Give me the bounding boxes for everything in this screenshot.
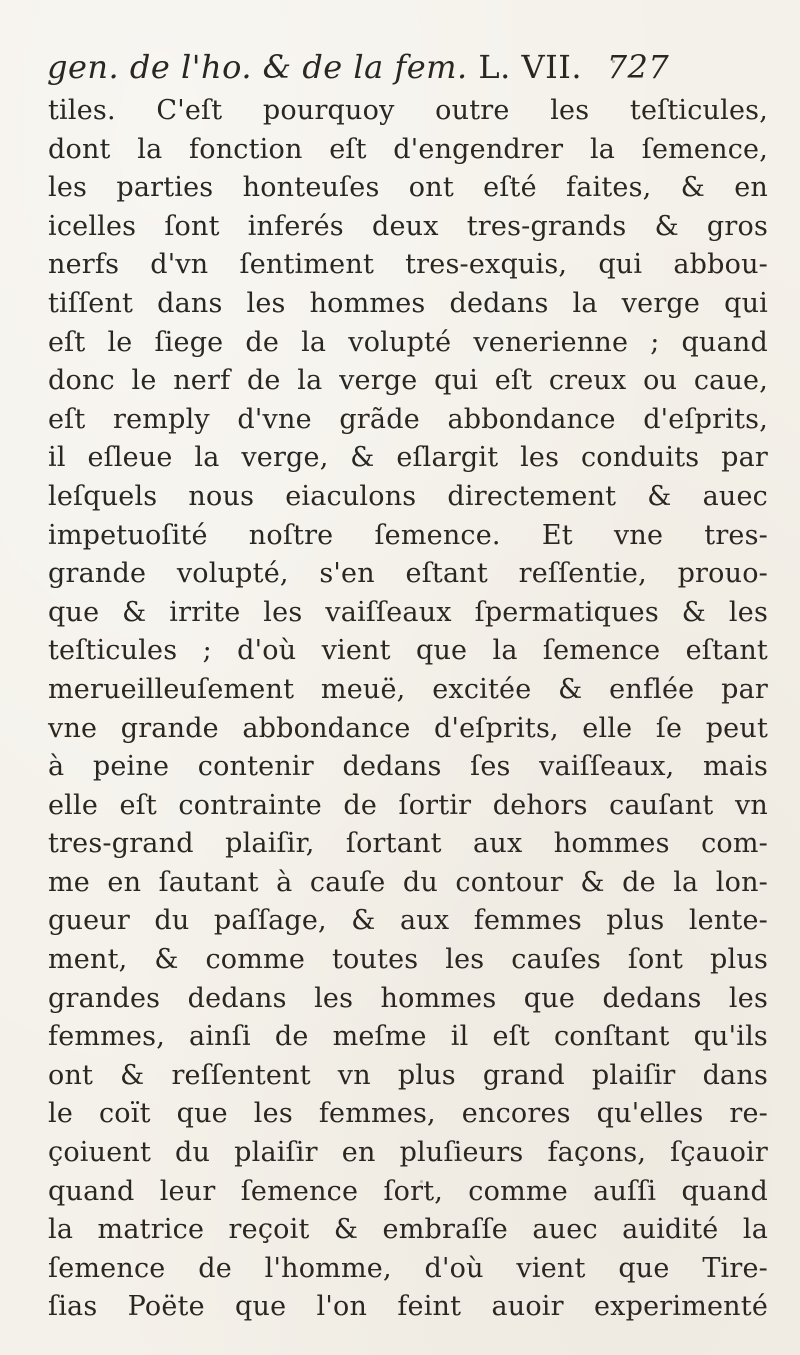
text-line: tiſſent dans les hommes dedans la verge qui bbox=[48, 287, 768, 319]
text-line: ſias Poëte que l'on feint auoir experimenté bbox=[48, 1291, 768, 1323]
text-line: elle eſt contrainte de ſortir dehors cauſant vn bbox=[48, 789, 768, 821]
text-line: nerfs d'vn ſentiment tres-exquis, qui abbou- bbox=[48, 249, 768, 281]
text-line: çoiuent du plaiſir en pluſieurs façons, ſçauoir bbox=[48, 1137, 768, 1169]
text-line: que & irrite les vaiſſeaux ſpermatiques & les bbox=[48, 596, 768, 628]
text-line: icelles ſont inferés deux tres-grands & gros bbox=[48, 210, 768, 242]
text-line: eſt le ſiege de la volupté venerienne ; quand bbox=[48, 326, 768, 358]
text-line: leſquels nous eiaculons directement & auec bbox=[48, 480, 768, 512]
text-line: tiles. C'eſt pourquoy outre les teſticules, bbox=[48, 95, 768, 126]
paper-speck bbox=[612, 60, 615, 63]
text-line: ſemence de l'homme, d'où vient que Tire- bbox=[48, 1252, 768, 1284]
text-line: il eſleue la verge, & eſlargit les conduits par bbox=[48, 442, 768, 474]
text-line: les parties honteuſes ont eſté faites, & en bbox=[48, 172, 768, 204]
text-line: gueur du paſſage, & aux femmes plus lente- bbox=[48, 905, 768, 937]
running-header bbox=[47, 42, 767, 92]
text-line: ment, & comme toutes les cauſes ſont plus bbox=[48, 944, 768, 976]
text-line: quand leur ſemence ſort, comme auſſi quand bbox=[48, 1175, 768, 1207]
text-line: dont la fonction eſt d'engendrer la ſemence, bbox=[48, 133, 768, 165]
text-line: le coït que les femmes, encores qu'elles re- bbox=[48, 1098, 768, 1130]
text-line: femmes, ainſi de meſme il eſt conſtant qu'ils bbox=[48, 1021, 768, 1053]
body-text bbox=[48, 92, 768, 1327]
chapter-label: L. VII. bbox=[478, 48, 583, 86]
text-line: à peine contenir dedans ſes vaiſſeaux, mais bbox=[48, 751, 768, 783]
text-line: tres-grand plaiſir, ſortant aux hommes com- bbox=[48, 828, 768, 860]
paper-speck bbox=[420, 1180, 423, 1183]
text-line: teſticules ; d'où vient que la ſemence eſtant bbox=[48, 635, 768, 667]
running-title: gen. de l'ho. & de la fem. bbox=[47, 48, 468, 86]
text-line: eſt remply d'vne grãde abbondance d'eſprits, bbox=[48, 403, 768, 435]
text-line: ont & reſſentent vn plus grand plaiſir dans bbox=[48, 1059, 768, 1091]
text-line: grande volupté, s'en eſtant reſſentie, prouo- bbox=[48, 558, 768, 590]
text-line: vne grande abbondance d'eſprits, elle ſe peut bbox=[48, 712, 768, 744]
text-line: impetuoſité noſtre ſemence. Et vne tres- bbox=[48, 519, 768, 551]
text-line: me en ſautant à cauſe du contour & de la lon- bbox=[48, 866, 768, 898]
text-line: grandes dedans les hommes que dedans les bbox=[48, 982, 768, 1014]
paper-speck bbox=[700, 1300, 703, 1303]
text-line: merueilleuſement meuë, excitée & enflée par bbox=[48, 673, 768, 705]
text-line: donc le nerf de la verge qui eſt creux ou caue, bbox=[48, 365, 768, 397]
page-number: 727 bbox=[606, 48, 670, 86]
text-line: la matrice reçoit & embraſſe auec auidité la bbox=[48, 1214, 768, 1246]
